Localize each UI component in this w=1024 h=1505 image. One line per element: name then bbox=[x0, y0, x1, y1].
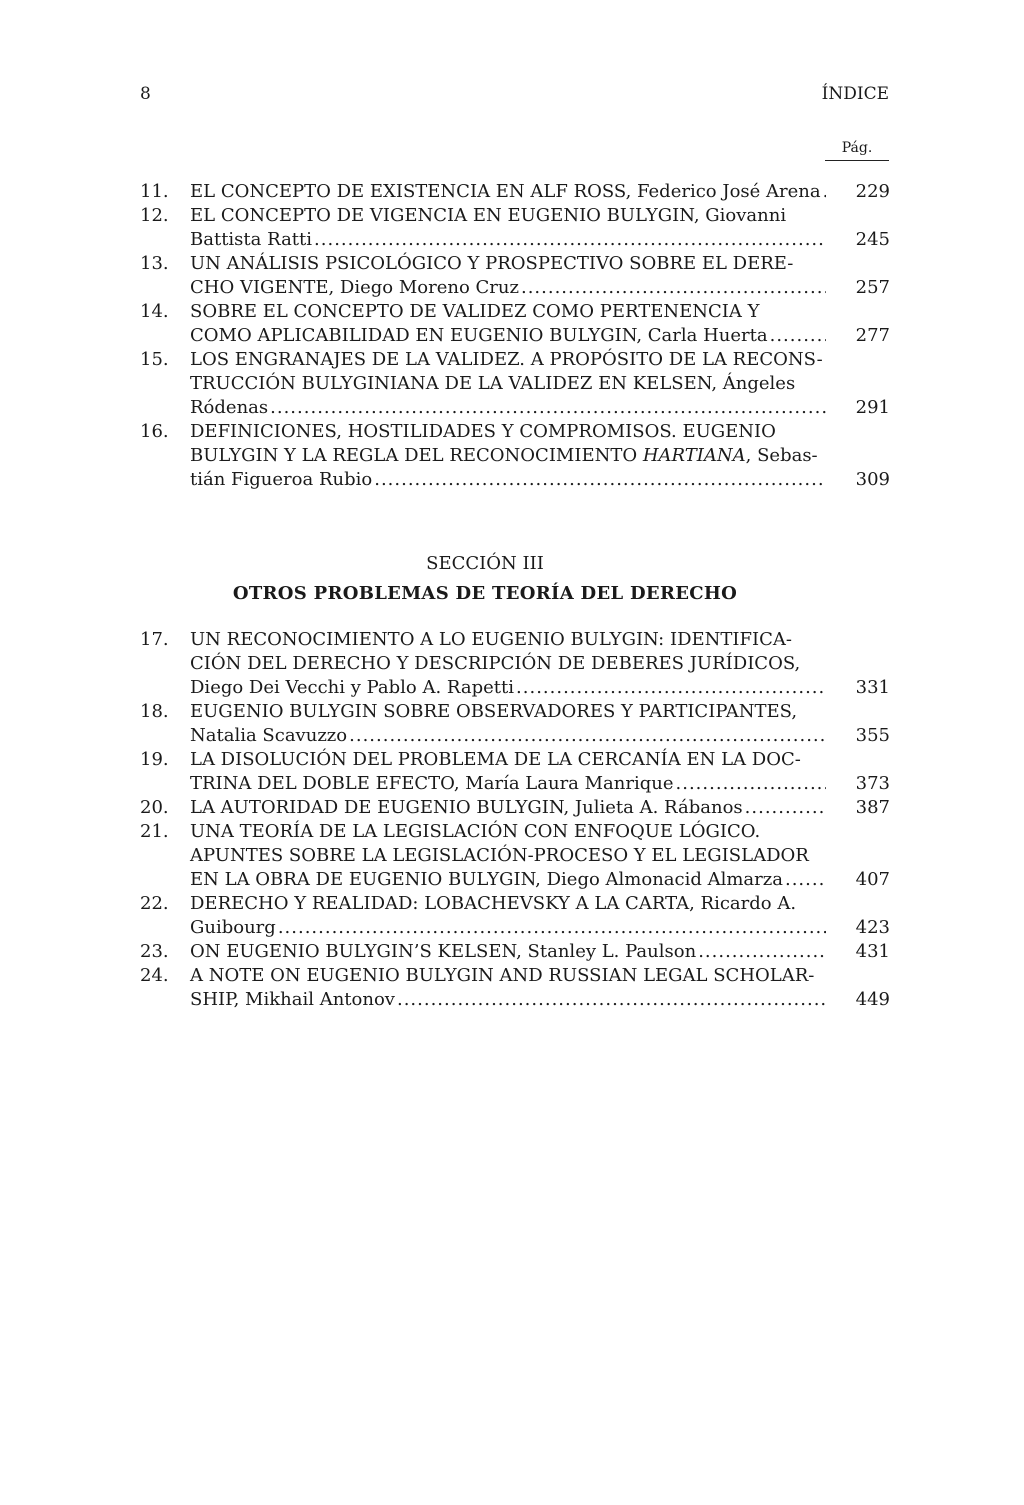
entry-title-line: Battista Ratti bbox=[190, 229, 313, 250]
entry-title-line: Natalia Scavuzzo bbox=[190, 725, 348, 746]
entry-title-line: UN RECONOCIMIENTO A LO EUGENIO BULYGIN: IDENTIFICA- bbox=[190, 629, 792, 650]
entry-number: 20. bbox=[140, 797, 169, 818]
entry-title-line: Ródenas bbox=[190, 397, 269, 418]
dot-leader bbox=[278, 916, 826, 940]
entry-number: 22. bbox=[140, 893, 169, 914]
entry-title-last-line bbox=[190, 324, 826, 348]
entry-title-line: SOBRE EL CONCEPTO DE VALIDEZ COMO PERTENENCIA Y bbox=[190, 301, 760, 322]
entry-title-line: SHIP, Mikhail Antonov bbox=[190, 989, 395, 1010]
entry-number: 21. bbox=[140, 821, 169, 842]
running-head: ÍNDICE bbox=[821, 84, 889, 104]
entry-title bbox=[190, 628, 826, 700]
entry-title-line: Guibourg bbox=[190, 917, 276, 938]
entry-title bbox=[190, 940, 826, 964]
dot-leader bbox=[676, 772, 826, 796]
entry-title-italic: HARTIANA bbox=[642, 445, 746, 466]
entry-title-last-line bbox=[190, 916, 826, 940]
entry-page: 407 bbox=[855, 869, 890, 890]
toc-entry bbox=[140, 964, 890, 1012]
entry-title bbox=[190, 348, 826, 420]
entry-page: 309 bbox=[855, 469, 890, 490]
entry-title-line: LA AUTORIDAD DE EUGENIO BULYGIN, Julieta A. Rábanos bbox=[190, 797, 743, 818]
entry-title-last-line bbox=[190, 676, 826, 700]
entry-number: 19. bbox=[140, 749, 169, 770]
toc-entry bbox=[140, 628, 890, 700]
dot-leader bbox=[745, 796, 826, 820]
entry-number: 18. bbox=[140, 701, 169, 722]
entry-title-line: EN LA OBRA DE EUGENIO BULYGIN, Diego Almonacid Almarza bbox=[190, 869, 783, 890]
entry-title-last-line bbox=[190, 796, 826, 820]
toc-entry bbox=[140, 940, 890, 964]
entry-number: 16. bbox=[140, 421, 169, 442]
entry-title-line: COMO APLICABILIDAD EN EUGENIO BULYGIN, Carla Huerta bbox=[190, 325, 768, 346]
toc-entry bbox=[140, 748, 890, 796]
entry-page: 291 bbox=[855, 397, 890, 418]
entry-title-last-line bbox=[190, 228, 826, 252]
entry-title-line: UN ANÁLISIS PSICOLÓGICO Y PROSPECTIVO SOBRE EL DERE- bbox=[190, 253, 794, 274]
section-title: OTROS PROBLEMAS DE TEORÍA DEL DERECHO bbox=[232, 583, 738, 604]
entry-page: 423 bbox=[855, 917, 890, 938]
entry-title bbox=[190, 964, 826, 1012]
toc-entry bbox=[140, 180, 890, 204]
entry-title-last-line bbox=[190, 180, 826, 204]
page-number: 8 bbox=[140, 84, 151, 104]
entry-title-last-line bbox=[190, 276, 826, 300]
toc-entry bbox=[140, 700, 890, 748]
entry-page: 245 bbox=[855, 229, 890, 250]
entry-title-line: EUGENIO BULYGIN SOBRE OBSERVADORES Y PARTICIPANTES, bbox=[190, 701, 798, 722]
entry-title-line: ON EUGENIO BULYGIN’S KELSEN, Stanley L. Paulson bbox=[190, 941, 697, 962]
entry-page: 449 bbox=[855, 989, 890, 1010]
entry-page: 257 bbox=[855, 277, 890, 298]
entry-title bbox=[190, 820, 826, 892]
entry-title-line: LOS ENGRANAJES DE LA VALIDEZ. A PROPÓSITO DE LA RECONS- bbox=[190, 349, 823, 370]
entry-title bbox=[190, 420, 826, 492]
entry-page: 431 bbox=[855, 941, 890, 962]
entry-page: 229 bbox=[855, 181, 890, 202]
toc-entry bbox=[140, 796, 890, 820]
entry-title bbox=[190, 180, 826, 204]
entry-title-line: LA DISOLUCIÓN DEL PROBLEMA DE LA CERCANÍA EN LA DOC- bbox=[190, 749, 801, 770]
entry-title-last-line bbox=[190, 988, 826, 1012]
dot-leader bbox=[785, 868, 826, 892]
entry-title-line: EL CONCEPTO DE VIGENCIA EN EUGENIO BULYGIN, Giovanni bbox=[190, 205, 787, 226]
toc-entry bbox=[140, 892, 890, 940]
dot-leader bbox=[374, 468, 826, 492]
entry-page: 355 bbox=[855, 725, 890, 746]
entry-title-line: DERECHO Y REALIDAD: LOBACHEVSKY A LA CARTA, Ricardo A. bbox=[190, 893, 797, 914]
entry-title-line: DEFINICIONES, HOSTILIDADES Y COMPROMISOS. EUGENIO bbox=[190, 421, 776, 442]
entry-number: 17. bbox=[140, 629, 169, 650]
toc-group-1 bbox=[140, 180, 890, 492]
dot-leader bbox=[770, 324, 826, 348]
entry-number: 24. bbox=[140, 965, 169, 986]
section-label: SECCIÓN III bbox=[426, 553, 544, 574]
entry-number: 23. bbox=[140, 941, 169, 962]
entry-title-line: CHO VIGENTE, Diego Moreno Cruz bbox=[190, 277, 519, 298]
entry-number: 13. bbox=[140, 253, 169, 274]
toc-entry bbox=[140, 420, 890, 492]
dot-leader bbox=[397, 988, 826, 1012]
entry-title-line: EL CONCEPTO DE EXISTENCIA EN ALF ROSS, Federico José Arena bbox=[190, 181, 821, 202]
entry-title-line: A NOTE ON EUGENIO BULYGIN AND RUSSIAN LEGAL SCHOLAR- bbox=[190, 965, 815, 986]
entry-title-segment: BULYGIN Y LA REGLA DEL RECONOCIMIENTO bbox=[190, 445, 643, 466]
entry-title-last-line bbox=[190, 468, 826, 492]
toc-entry bbox=[140, 252, 890, 300]
entry-number: 12. bbox=[140, 205, 169, 226]
toc-entry bbox=[140, 204, 890, 252]
entry-title bbox=[190, 204, 826, 252]
entry-number: 15. bbox=[140, 349, 169, 370]
dot-leader bbox=[521, 276, 826, 300]
entry-title-last-line bbox=[190, 772, 826, 796]
entry-title bbox=[190, 252, 826, 300]
entry-title-last-line bbox=[190, 724, 826, 748]
entry-number: 11. bbox=[140, 181, 169, 202]
entry-title-line bbox=[190, 444, 826, 468]
entry-title-last-line bbox=[190, 396, 826, 420]
dot-leader bbox=[270, 396, 826, 420]
entry-title bbox=[190, 796, 826, 820]
entry-title-last-line bbox=[190, 868, 826, 892]
entry-title bbox=[190, 748, 826, 796]
entry-title-line: CIÓN DEL DERECHO Y DESCRIPCIÓN DE DEBERES JURÍDICOS, bbox=[190, 653, 801, 674]
entry-title-line: APUNTES SOBRE LA LEGISLACIÓN-PROCESO Y EL LEGISLADOR bbox=[190, 845, 809, 866]
entry-page: 331 bbox=[855, 677, 890, 698]
entry-title-line: UNA TEORÍA DE LA LEGISLACIÓN CON ENFOQUE LÓGICO. bbox=[190, 821, 761, 842]
entry-title-line: TRINA DEL DOBLE EFECTO, María Laura Manrique bbox=[190, 773, 674, 794]
entry-title bbox=[190, 892, 826, 940]
dot-leader bbox=[349, 724, 826, 748]
page-column-label: Pág. bbox=[825, 140, 889, 161]
entry-title-line: tián Figueroa Rubio bbox=[190, 469, 373, 490]
entry-page: 387 bbox=[855, 797, 890, 818]
entry-number: 14. bbox=[140, 301, 169, 322]
dot-leader bbox=[698, 940, 826, 964]
entry-title-last-line bbox=[190, 940, 826, 964]
entry-title bbox=[190, 700, 826, 748]
entry-title-line: Diego Dei Vecchi y Pablo A. Rapetti bbox=[190, 677, 515, 698]
dot-leader bbox=[516, 676, 826, 700]
entry-page: 277 bbox=[855, 325, 890, 346]
entry-title-segment: , Sebas- bbox=[745, 445, 818, 466]
toc-group-2 bbox=[140, 628, 890, 1012]
dot-leader bbox=[314, 228, 826, 252]
toc-entry bbox=[140, 820, 890, 892]
entry-title-line: TRUCCIÓN BULYGINIANA DE LA VALIDEZ EN KELSEN, Ángeles bbox=[190, 373, 796, 394]
entry-page: 373 bbox=[855, 773, 890, 794]
dot-leader bbox=[823, 180, 826, 204]
entry-title bbox=[190, 300, 826, 348]
toc-entry bbox=[140, 300, 890, 348]
toc-entry bbox=[140, 348, 890, 420]
